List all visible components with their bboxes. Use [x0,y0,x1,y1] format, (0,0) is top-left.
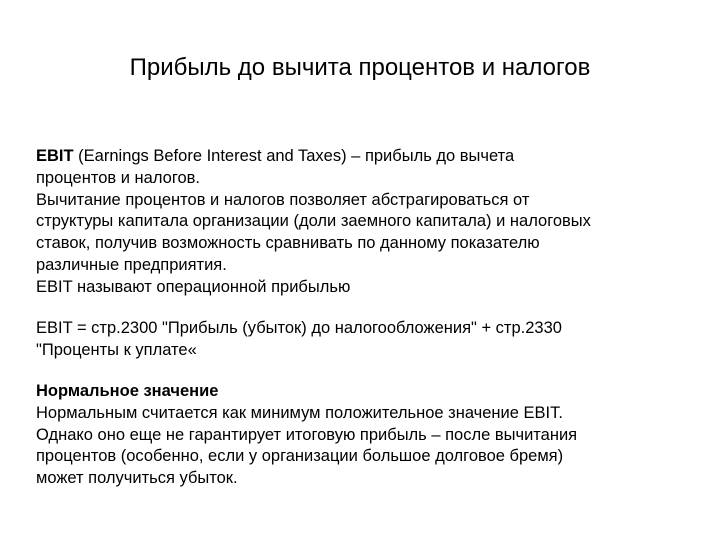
normal-value-line-1: Нормальным считается как минимум положительное значение EBIT. [36,403,563,422]
ebit-definition-paragraph [36,146,686,299]
normal-value-line-4: может получиться убыток. [36,469,238,488]
definition-line-6: различные предприятия. [36,255,227,274]
formula-line-2: "Проценты к уплате« [36,340,197,359]
definition-line-5: ставок, получив возможность сравнивать по данному показателю [36,234,540,253]
normal-value-heading: Нормальное значение [36,382,219,400]
ebit-term: EBIT [36,147,74,165]
formula-line-1: EBIT = стр.2300 "Прибыль (убыток) до налогообложения" + стр.2330 [36,319,562,337]
definition-line-4: структуры капитала организации (доли заемного капитала) и налоговых [36,212,591,231]
ebit-expansion: (Earnings Before Interest and Taxes) – прибыль до вычета [73,147,515,165]
definition-line-1 [36,146,686,168]
normal-value-line-2: Однако оно еще не гарантирует итоговую прибыль – после вычитания [36,425,578,444]
ebit-formula-paragraph [36,318,686,362]
definition-line-7: EBIT называют операционной прибылью [36,277,351,296]
slide-title: Прибыль до вычита процентов и налогов [129,54,591,81]
normal-value-paragraph [36,381,686,490]
definition-line-3: Вычитание процентов и налогов позволяет абстрагироваться от [36,190,530,209]
definition-line-2: процентов и налогов. [36,168,201,187]
normal-value-line-3: процентов (особенно, если у организации большое долговое бремя) [36,447,564,466]
